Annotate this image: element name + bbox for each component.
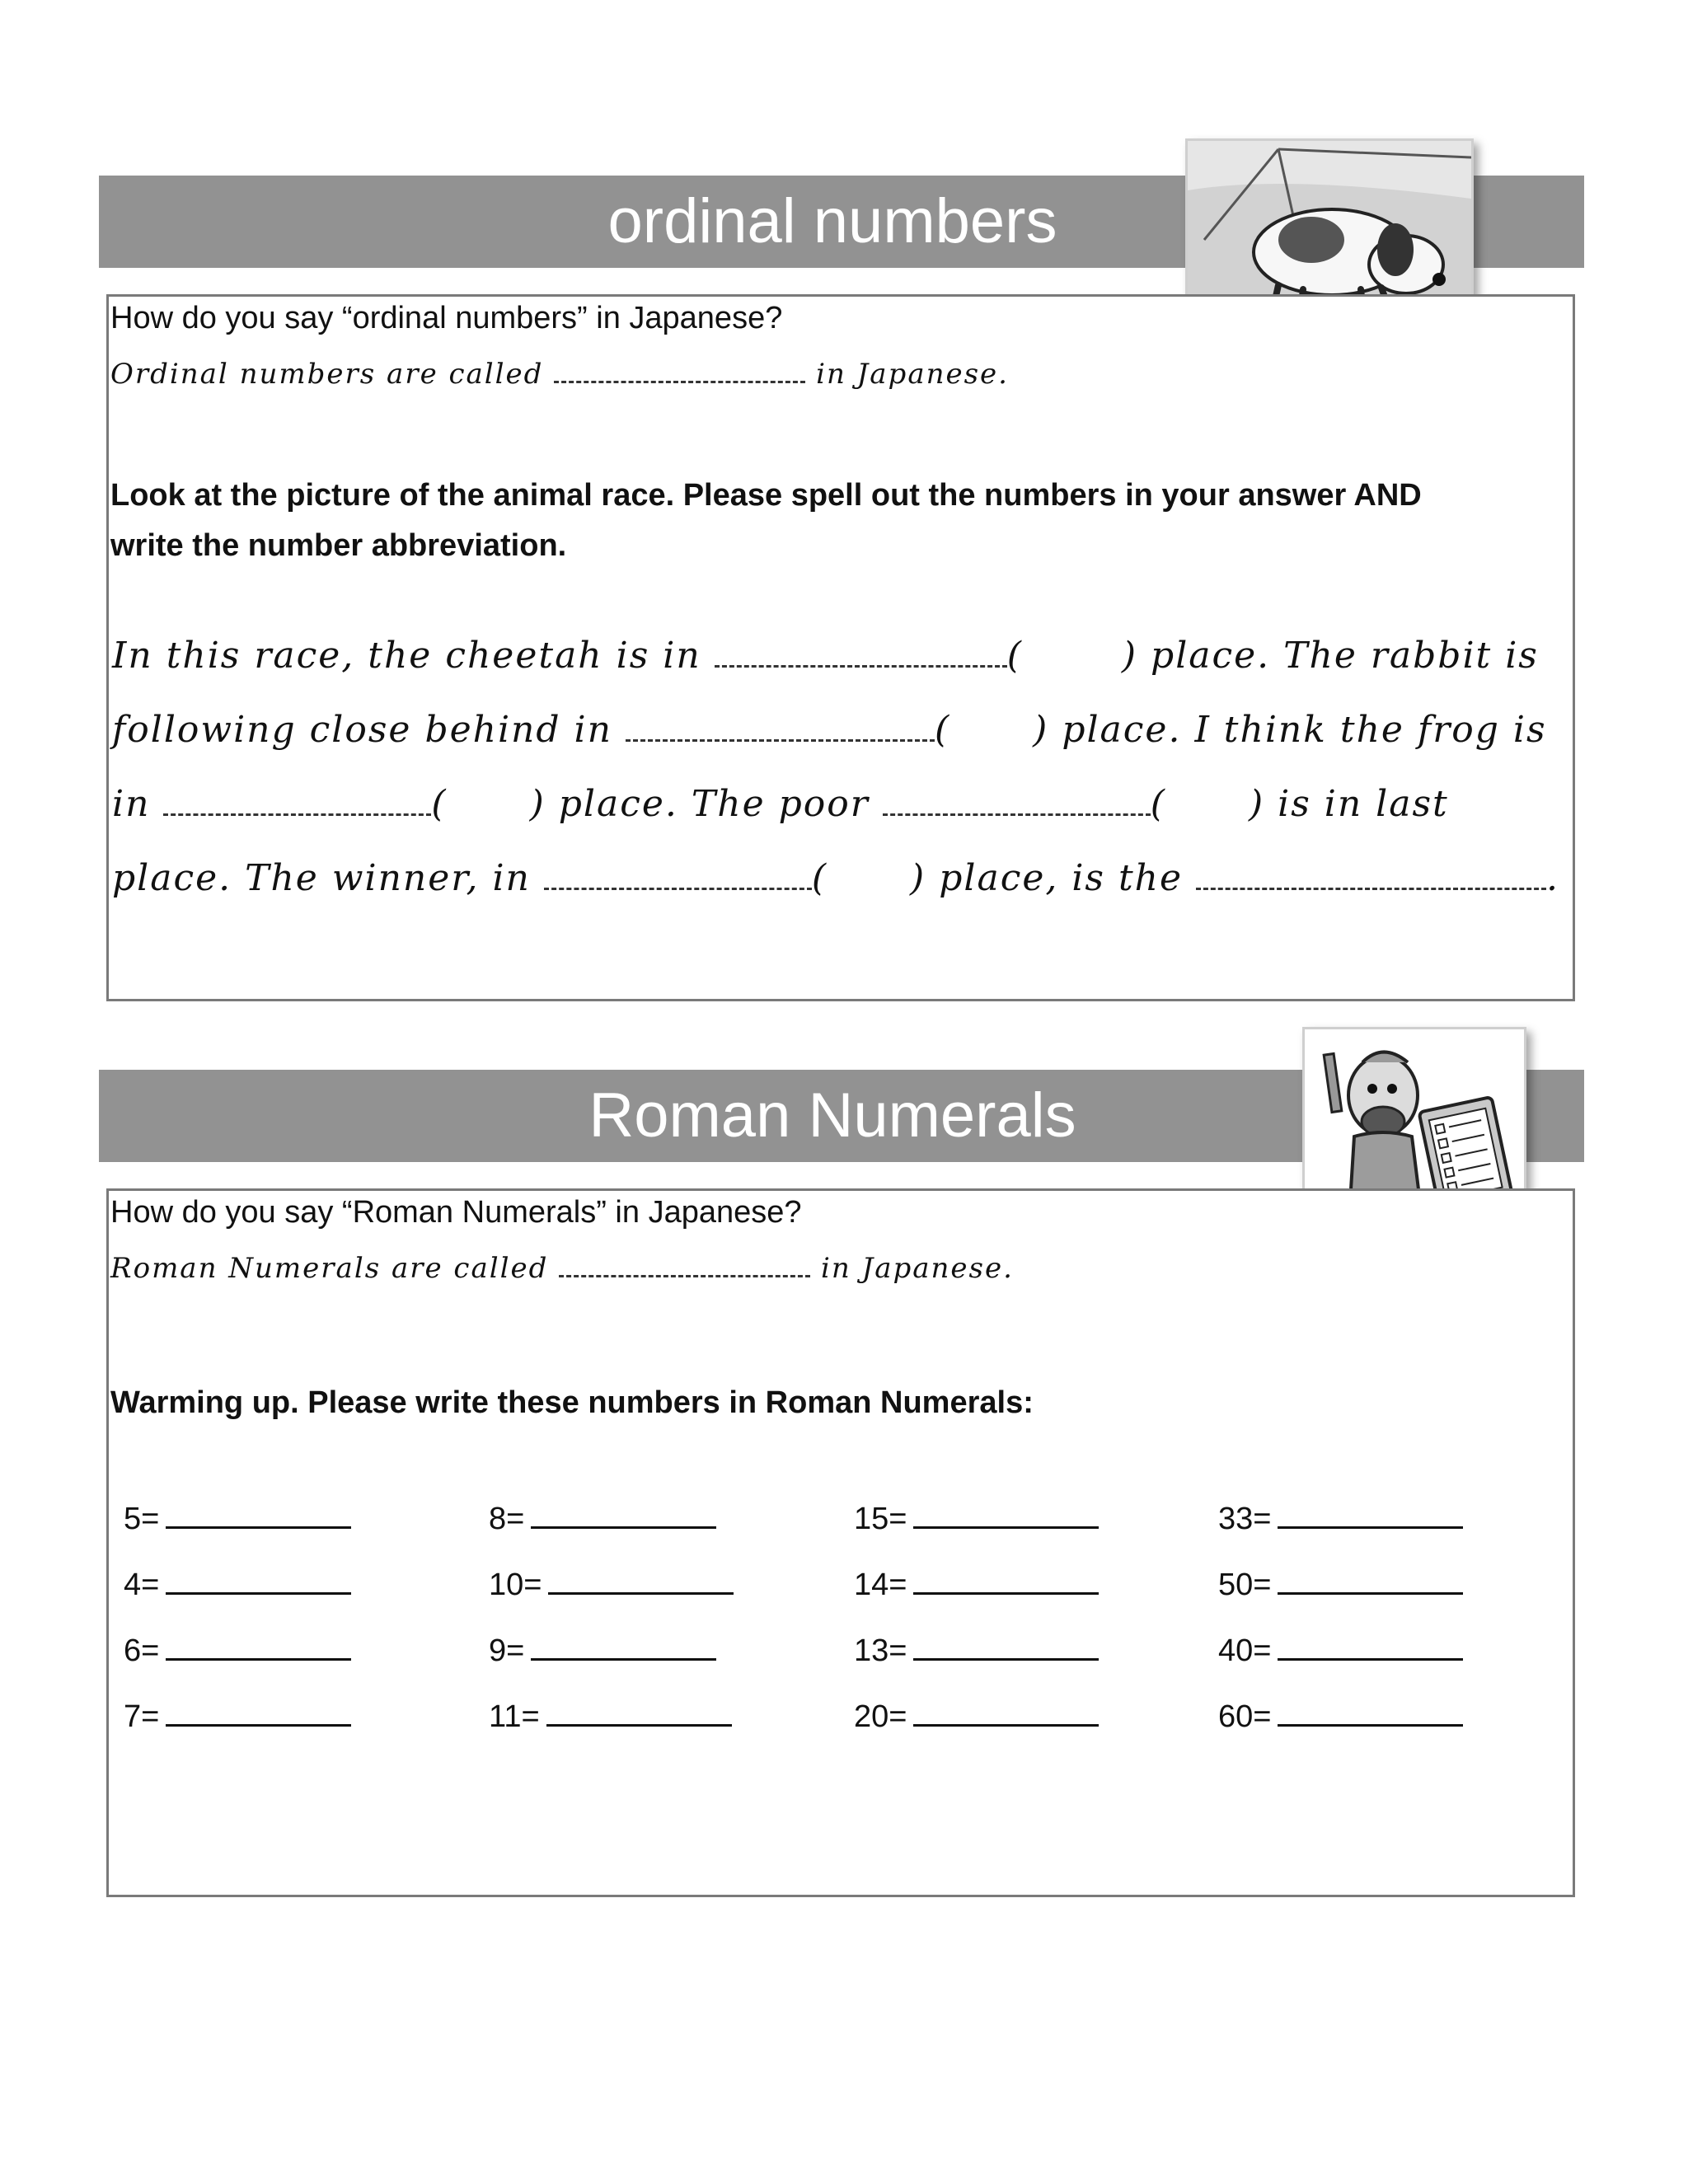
number-item: 7= (124, 1698, 351, 1735)
answer-blank[interactable] (544, 863, 812, 890)
answer-blank[interactable] (554, 356, 805, 383)
number-item: 50= (1218, 1566, 1463, 1603)
race-text: place. The winner, in (112, 857, 531, 899)
answer-blank[interactable] (546, 1698, 732, 1727)
answer-blank[interactable] (715, 640, 1007, 668)
race-text: In this race, the cheetah is in (112, 635, 701, 677)
roman-numerals-box (106, 1188, 1575, 1897)
answer-blank[interactable] (913, 1632, 1099, 1661)
answer-blank[interactable] (913, 1698, 1099, 1727)
number-item: 15= (854, 1500, 1099, 1537)
answer-blank[interactable] (1278, 1500, 1463, 1529)
answer-blank[interactable] (1278, 1632, 1463, 1661)
race-text: following close behind in (112, 709, 612, 751)
answer-suffix: in Japanese. (820, 1252, 1014, 1285)
number-item: 60= (1218, 1698, 1463, 1735)
answer-blank[interactable] (626, 715, 935, 742)
instruction-line-1: Look at the picture of the animal race. Please spell out the numbers in your answer AND (110, 478, 1422, 513)
race-text: place. I think the frog is (1062, 709, 1547, 751)
answer-prefix: Ordinal numbers are called (110, 358, 544, 391)
answer-blank[interactable] (1278, 1698, 1463, 1727)
roman-instruction: Warming up. Please write these numbers in Roman Numerals: (110, 1385, 1034, 1420)
number-item: 14= (854, 1566, 1099, 1603)
number-item: 40= (1218, 1632, 1463, 1669)
question-ordinal: How do you say “ordinal numbers” in Japanese? (110, 301, 783, 335)
answer-line-ordinal (110, 356, 1009, 391)
race-line-4: place. The winner, in ( ) place, is the . (112, 857, 1560, 899)
race-text: place. The rabbit is (1151, 635, 1539, 677)
number-item: 13= (854, 1632, 1099, 1669)
race-text: . (1546, 857, 1560, 899)
answer-blank[interactable] (163, 789, 431, 816)
race-line-3: in ( ) place. The poor ( ) is in last (112, 783, 1449, 825)
answer-blank[interactable] (166, 1566, 351, 1595)
number-item: 9= (489, 1632, 716, 1669)
answer-blank[interactable] (166, 1632, 351, 1661)
answer-blank[interactable] (913, 1566, 1099, 1595)
number-item: 10= (489, 1566, 734, 1603)
question-roman: How do you say “Roman Numerals” in Japanese? (110, 1195, 802, 1230)
answer-blank[interactable] (166, 1698, 351, 1727)
answer-blank[interactable] (913, 1500, 1099, 1529)
answer-blank[interactable] (1196, 863, 1546, 890)
answer-blank[interactable] (559, 1250, 810, 1277)
race-line-1: In this race, the cheetah is in ( ) place. The rabbit is (112, 635, 1539, 677)
answer-blank[interactable] (531, 1632, 716, 1661)
race-line-2: following close behind in ( ) place. I think the frog is (112, 709, 1547, 751)
number-item: 5= (124, 1500, 351, 1537)
answer-blank[interactable] (548, 1566, 734, 1595)
number-item: 6= (124, 1632, 351, 1669)
number-item: 11= (489, 1698, 732, 1735)
answer-blank[interactable] (531, 1500, 716, 1529)
answer-blank[interactable] (1278, 1566, 1463, 1595)
race-text: in (112, 783, 151, 825)
section-title: Roman Numerals (588, 1080, 1076, 1151)
race-text: place. The poor (558, 783, 870, 825)
number-item: 4= (124, 1566, 351, 1603)
answer-blank[interactable] (883, 789, 1151, 816)
answer-line-roman (110, 1250, 1014, 1285)
race-text: place, is the (939, 857, 1184, 899)
number-item: 8= (489, 1500, 716, 1537)
answer-blank[interactable] (166, 1500, 351, 1529)
answer-suffix: in Japanese. (816, 358, 1009, 391)
section-title: ordinal numbers (607, 186, 1057, 256)
number-item: 33= (1218, 1500, 1463, 1537)
number-item: 20= (854, 1698, 1099, 1735)
instruction-line-2: write the number abbreviation. (110, 528, 567, 563)
answer-prefix: Roman Numerals are called (110, 1252, 549, 1285)
race-text: is in last (1278, 783, 1449, 825)
